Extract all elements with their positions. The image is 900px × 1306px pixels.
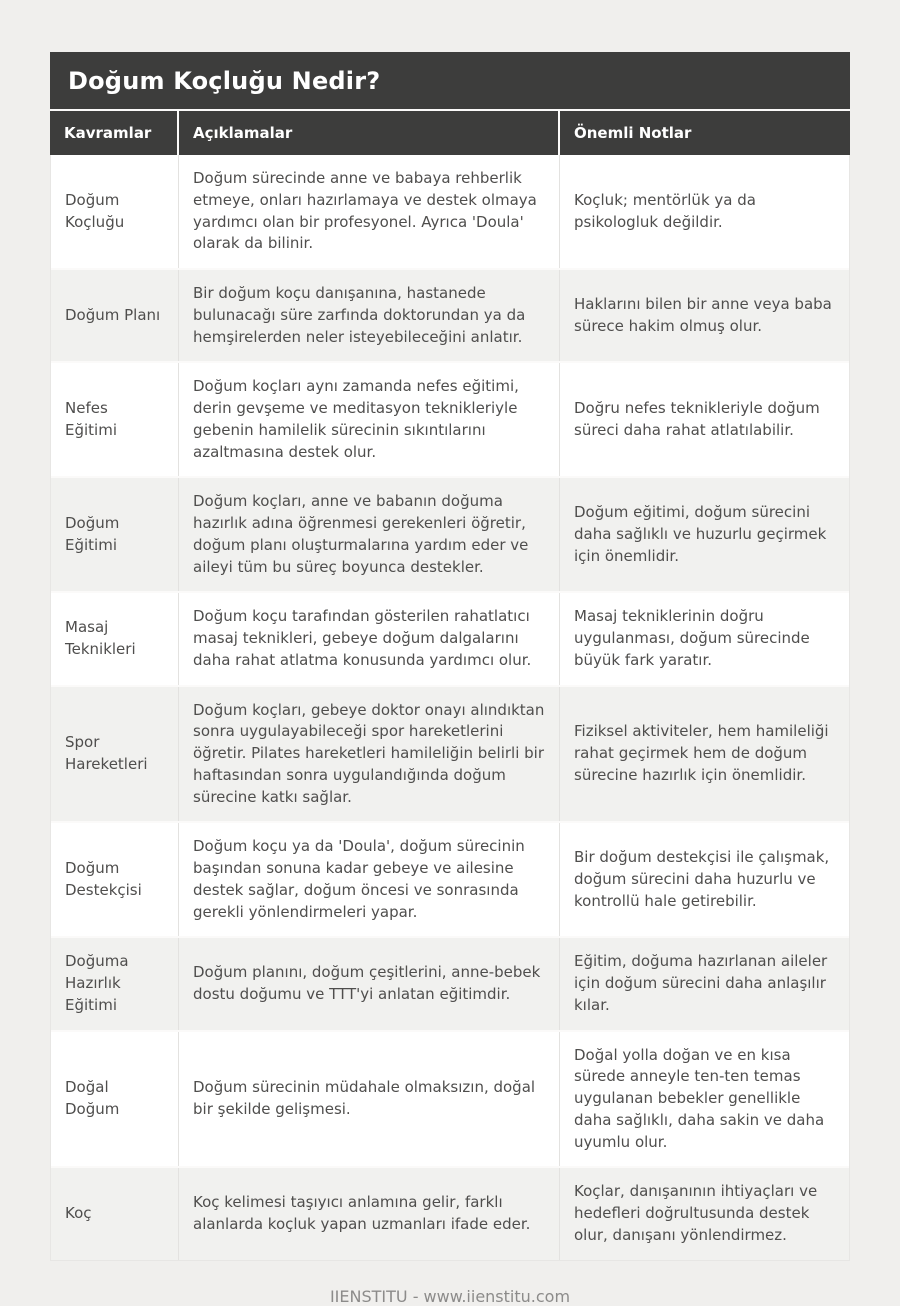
page xyxy=(0,52,900,1306)
concept-cell: Doğum Eğitimi xyxy=(65,514,120,554)
description-cell: Doğum koçu tarafından gösterilen rahatlatıcı masaj teknikleri, gebeye doğum dalgalarını daha rahat atlatma konusunda yardımcı olur. xyxy=(178,593,559,684)
concept-cell: Doğum Destekçisi xyxy=(65,859,142,899)
description-cell: Doğum koçları, anne ve babanın doğuma hazırlık adına öğrenmesi gerekenleri öğretir, doğum planı oluşturmalarına yardım eder ve aileyi tüm bu süreç boyunca destekler. xyxy=(178,478,559,591)
note-cell: Bir doğum destekçisi ile çalışmak, doğum sürecini daha huzurlu ve kontrollü hale getirebilir. xyxy=(559,823,849,936)
table-row xyxy=(51,1030,849,1167)
table-header-row xyxy=(50,109,850,155)
table-row xyxy=(51,361,849,476)
description-cell: Doğum sürecinin müdahale olmaksızın, doğal bir şekilde gelişmesi. xyxy=(178,1032,559,1167)
table-row xyxy=(51,936,849,1029)
table-row xyxy=(51,476,849,591)
concept-cell: Doğum Planı xyxy=(65,305,161,324)
concept-cell: Doğuma Hazırlık Eğitimi xyxy=(65,952,129,1014)
description-cell: Doğum koçları, gebeye doktor onayı alındıktan sonra uygulayabileceği spor hareketlerini öğretir. Pilates hareketleri hamileliğin belirli bir haftasından sonra uygulandığında doğum sürecine katkı sağlar. xyxy=(178,687,559,822)
page-title: Doğum Koçluğu Nedir? xyxy=(50,52,850,109)
note-cell: Koçluk; mentörlük ya da psikologluk değildir. xyxy=(559,155,849,268)
column-header-kavramlar: Kavramlar xyxy=(64,124,152,142)
note-cell: Fiziksel aktiviteler, hem hamileliği rahat geçirmek hem de doğum sürecine hazırlık için önemlidir. xyxy=(559,687,849,822)
table-body xyxy=(50,155,850,1261)
concept-cell: Doğum Koçluğu xyxy=(65,190,125,231)
table-row xyxy=(51,1166,849,1259)
note-cell: Doğru nefes teknikleriyle doğum süreci daha rahat atlatılabilir. xyxy=(559,363,849,476)
table-row xyxy=(51,685,849,822)
note-cell: Eğitim, doğuma hazırlanan aileler için doğum sürecini daha anlaşılır kılar. xyxy=(559,938,849,1029)
table-row xyxy=(51,155,849,268)
note-cell: Haklarını bilen bir anne veya baba sürece hakim olmuş olur. xyxy=(559,270,849,361)
concept-cell: Spor Hareketleri xyxy=(65,733,148,773)
note-cell: Doğal yolla doğan ve en kısa sürede anneyle ten-ten temas uygulanan bebekler genellikle daha sağlıklı, daha sakin ve daha uyumlu olur. xyxy=(559,1032,849,1167)
concept-cell: Koç xyxy=(65,1204,92,1222)
description-cell: Doğum sürecinde anne ve babaya rehberlik etmeye, onları hazırlamaya ve destek olmaya yardımcı olan bir profesyonel. Ayrıca 'Doula' olarak da bilinir. xyxy=(178,155,559,268)
description-cell: Doğum planını, doğum çeşitlerini, anne-bebek dostu doğumu ve TTT'yi anlatan eğitimdir. xyxy=(178,938,559,1029)
column-header-onemli-notlar: Önemli Notlar xyxy=(558,111,850,155)
concept-cell: Nefes Eğitimi xyxy=(65,399,117,439)
concept-cell: Masaj Teknikleri xyxy=(65,618,136,658)
note-cell: Koçlar, danışanının ihtiyaçları ve hedefleri doğrultusunda destek olur, danışanı yönlendirmez. xyxy=(559,1168,849,1259)
table-row xyxy=(51,268,849,361)
description-cell: Koç kelimesi taşıyıcı anlamına gelir, farklı alanlarda koçluk yapan uzmanları ifade eder. xyxy=(178,1168,559,1259)
concepts-table xyxy=(50,109,850,1261)
note-cell: Masaj tekniklerinin doğru uygulanması, doğum sürecinde büyük fark yaratır. xyxy=(559,593,849,684)
concept-cell: Doğal Doğum xyxy=(65,1078,120,1118)
table-row xyxy=(51,591,849,684)
description-cell: Doğum koçları aynı zamanda nefes eğitimi, derin gevşeme ve meditasyon teknikleriyle gebenin hamilelik sürecinin sıkıntılarını azaltmasına destek olur. xyxy=(178,363,559,476)
footer-credit: IIENSTITU - www.iienstitu.com xyxy=(329,1286,571,1306)
birth-coaching-card xyxy=(50,52,850,1261)
column-header-aciklamalar: Açıklamalar xyxy=(177,111,558,155)
description-cell: Doğum koçu ya da 'Doula', doğum sürecinin başından sonuna kadar gebeye ve ailesine destek sağlar, doğum öncesi ve sonrasında gerekli yönlendirmeleri yapar. xyxy=(178,823,559,936)
table-row xyxy=(51,821,849,936)
description-cell: Bir doğum koçu danışanına, hastanede bulunacağı süre zarfında doktorundan ya da hemşirelerden neler isteyebileceğini anlatır. xyxy=(178,270,559,361)
note-cell: Doğum eğitimi, doğum sürecini daha sağlıklı ve huzurlu geçirmek için önemlidir. xyxy=(559,478,849,591)
